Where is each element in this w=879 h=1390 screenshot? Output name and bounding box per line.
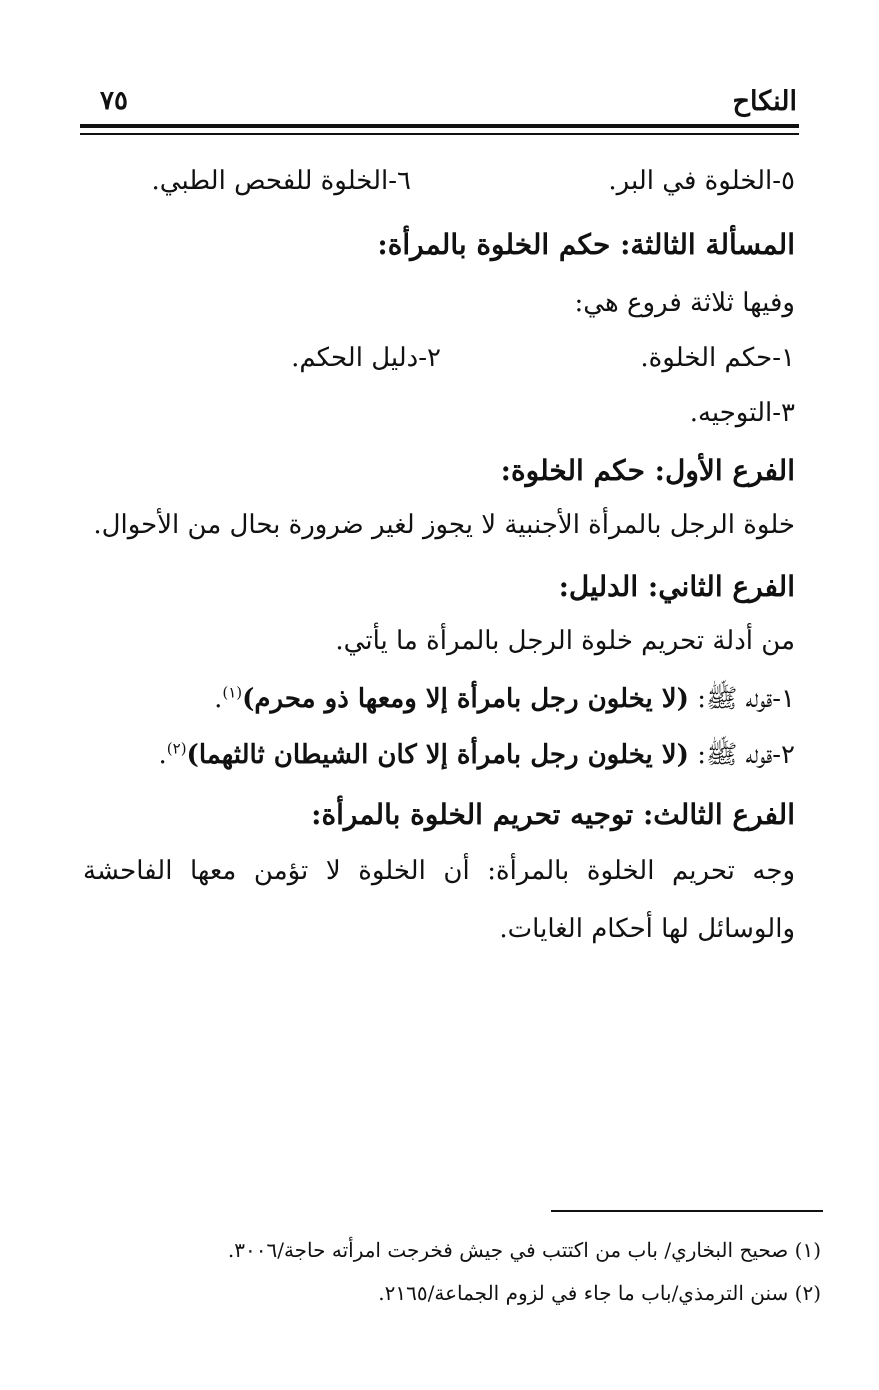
footnote-1: (١) صحيح البخاري/ باب من اكتتب في جيش فخرجت امرأته حاجة/٣٠٠٦. xyxy=(227,1238,821,1262)
heading-branch-3: الفرع الثالث: توجيه تحريم الخلوة بالمرأة: xyxy=(311,798,795,831)
footnote-separator xyxy=(551,1210,823,1212)
ruling-text: خلوة الرجل بالمرأة الأجنبية لا يجوز لغير ضرورة بحال من الأحوال. xyxy=(93,510,795,540)
hadith-quote-1: (لا يخلون رجل بامرأة إلا ومعها ذو محرم) xyxy=(242,684,689,714)
reasoning-paragraph: وجه تحريم الخلوة بالمرأة: أن الخلوة لا تؤمن معها الفاحشة والوسائل لها أحكام الغايات. xyxy=(83,856,795,944)
footnote-ref-2[interactable]: (٢) xyxy=(166,739,187,758)
branch-item-1: ١-حكم الخلوة. xyxy=(640,343,795,373)
heading-branch-2: الفرع الثاني: الدليل: xyxy=(558,570,795,603)
evidence-item-2: ٢-قوله ﷺ: (لا يخلون رجل بامرأة إلا كان الشيطان ثالثهما)$^{(٢)}$. xyxy=(158,739,795,770)
evidence-2-prefix: ٢-قوله ﷺ: xyxy=(688,740,795,770)
heading-issue-3: المسألة الثالثة: حكم الخلوة بالمرأة: xyxy=(377,228,795,261)
evidence-1-prefix: ١-قوله ﷺ: xyxy=(688,684,795,714)
page-number: ٧٥ xyxy=(100,86,128,116)
branch-item-3: ٣-التوجيه. xyxy=(689,398,795,428)
list-item-5: ٥-الخلوة في البر. xyxy=(608,166,795,196)
branch-item-2: ٢-دليل الحكم. xyxy=(291,343,441,373)
branches-intro: وفيها ثلاثة فروع هي: xyxy=(574,288,795,318)
hadith-quote-2: (لا يخلون رجل بامرأة إلا كان الشيطان ثالثهما) xyxy=(186,740,689,770)
header-rule-thick xyxy=(80,124,799,128)
list-item-6: ٦-الخلوة للفحص الطبي. xyxy=(151,166,411,196)
heading-branch-1: الفرع الأول: حكم الخلوة: xyxy=(500,454,795,487)
footnote-2: (٢) سنن الترمذي/باب ما جاء في لزوم الجماعة/٢١٦٥. xyxy=(378,1281,821,1305)
chapter-title: النكاح xyxy=(732,86,797,117)
evidence-intro: من أدلة تحريم خلوة الرجل بالمرأة ما يأتي. xyxy=(335,626,795,656)
header-rule-thin xyxy=(80,133,799,135)
evidence-item-1: ١-قوله ﷺ: (لا يخلون رجل بامرأة إلا ومعها ذو محرم)$^{(١)}$. xyxy=(214,683,795,714)
running-header xyxy=(82,86,797,122)
footnote-ref-1[interactable]: (١) xyxy=(222,683,243,702)
